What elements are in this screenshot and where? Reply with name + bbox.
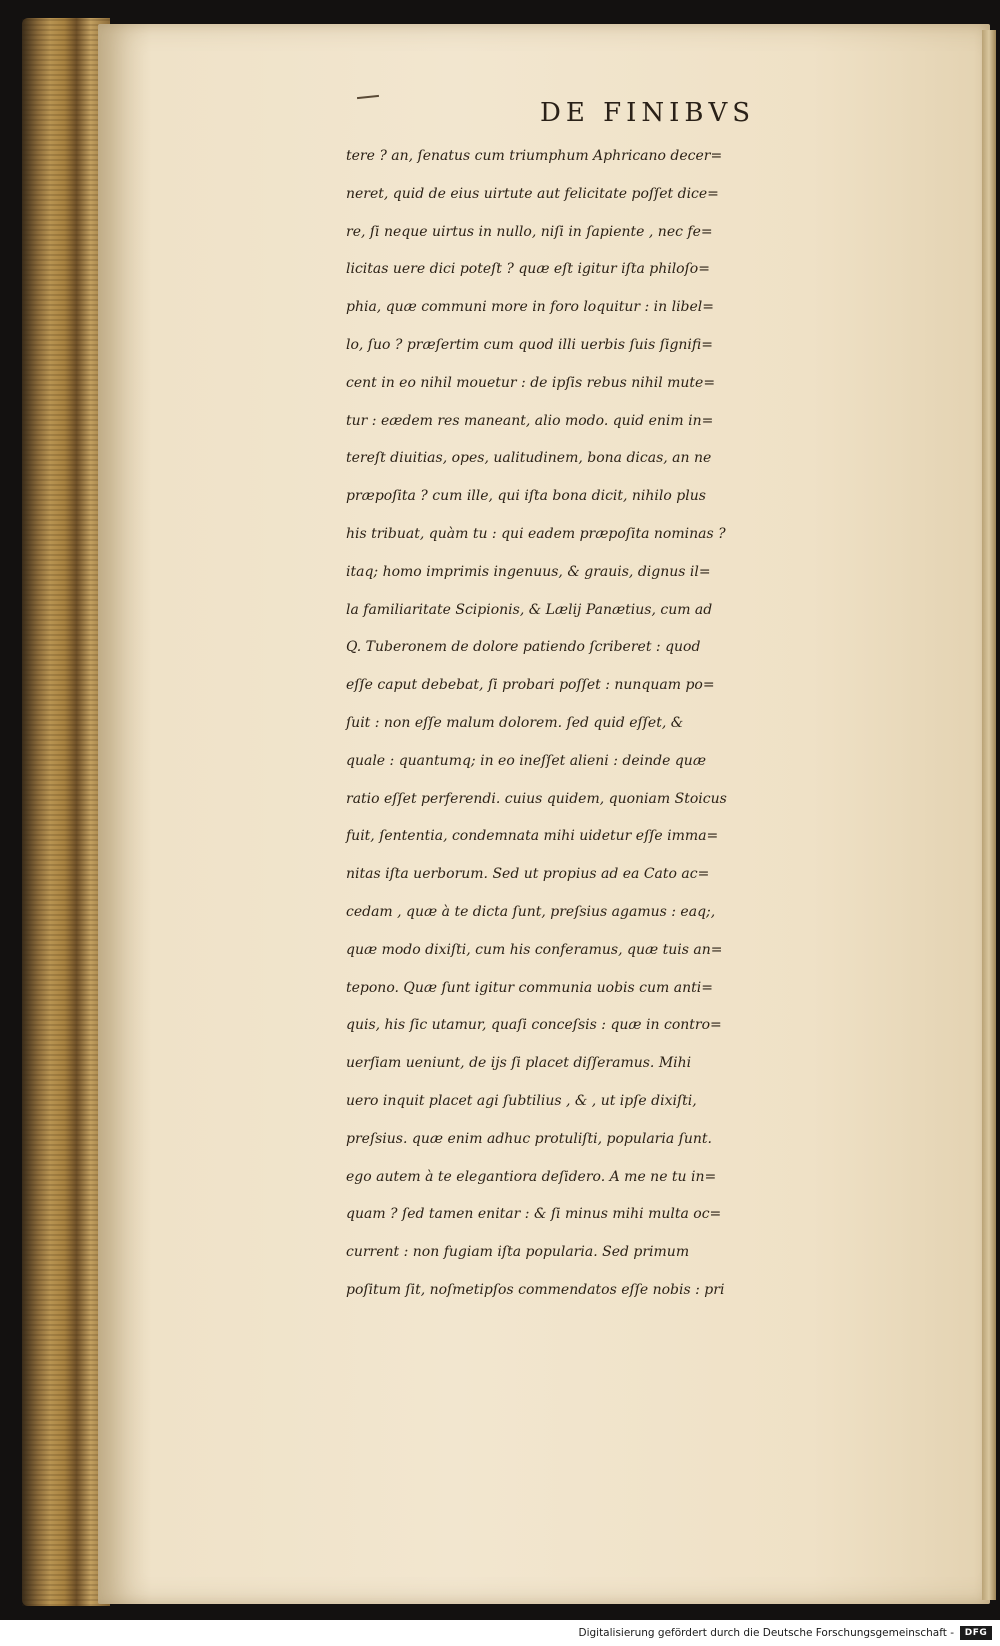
- text-line: tere ? an, ſenatus cum triumphum Aphricano decer=: [346, 148, 723, 164]
- text-line: preſsius. quæ enim adhuc protuliſti, popularia ſunt.: [346, 1130, 712, 1147]
- text-line: uerſiam ueniunt, de ijs ſi placet diſſeramus. Mihi: [346, 1055, 692, 1072]
- text-line: tepono. Quæ ſunt igitur communia uobis cum anti=: [346, 979, 713, 996]
- text-line: phia, quæ communi more in foro loquitur : in libel=: [346, 299, 714, 316]
- text-line: cedam , quæ à te dicta ſunt, preſsius agamus : eaq;,: [346, 903, 716, 920]
- text-line: his tribuat, quàm tu : qui eadem præpoſita nominas ?: [346, 525, 726, 542]
- text-line: itaq; homo imprimis ingenuus, & grauis, dignus il=: [346, 563, 711, 580]
- text-line: eſſe caput debebat, ſi probari poſſet : nunquam po=: [346, 677, 715, 694]
- text-line: licitas uere dici poteſt ? quæ eſt igitur iſta philoſo=: [346, 261, 710, 278]
- text-line: præpoſita ? cum ille, qui iſta bona dicit, nihilo plus: [346, 488, 706, 505]
- dfg-logo: DFG: [960, 1626, 992, 1640]
- text-line: quale : quantumq; in eo ineſſet alieni : deinde quæ: [346, 752, 706, 769]
- text-line: tur : eædem res maneant, alio modo. quid enim in=: [346, 412, 714, 429]
- text-line: ratio eſſet perferendi. cuius quidem, quoniam Stoicus: [346, 790, 727, 807]
- text-block: [346, 138, 976, 1310]
- text-line: lo, ſuo ? præſertim cum quod illi uerbis ſuis ſignifi=: [346, 336, 713, 353]
- text-line: quæ modo dixiſti, cum his conferamus, quæ tuis an=: [346, 941, 723, 958]
- text-line: nitas iſta uerborum. Sed ut propius ad ea Cato ac=: [346, 866, 710, 883]
- digitization-credit: Digitalisierung gefördert durch die Deutsche Forschungsgemeinschaft -: [578, 1627, 954, 1639]
- text-line: current : non fugiam iſta popularia. Sed primum: [346, 1244, 690, 1261]
- running-head: DE FINIBVS: [540, 98, 756, 128]
- text-line: fuit, ſententia, condemnata mihi uidetur eſſe imma=: [346, 828, 719, 845]
- text-line: quis, his ſic utamur, quaſi conceſsis : quæ in contro=: [346, 1017, 722, 1034]
- text-line: poſitum ſit, noſmetipſos commendatos eſſe nobis : pri: [346, 1281, 725, 1298]
- text-line: neret, quid de eius uirtute aut felicitate poſſet dice=: [346, 185, 719, 202]
- text-line: cent in eo nihil mouetur : de ipſis rebus nihil mute=: [346, 374, 716, 391]
- page-right-edge: [982, 30, 996, 1600]
- text-line: la familiaritate Scipionis, & Lælij Panætius, cum ad: [346, 601, 713, 618]
- text-line: Q. Tuberonem de dolore patiendo ſcriberet : quod: [346, 639, 701, 656]
- text-line: uero inquit placet agi ſubtilius , & , ut ipſe dixiſti,: [346, 1092, 697, 1109]
- text-line: ſuit : non eſſe malum dolorem. ſed quid eſſet, &: [346, 714, 684, 731]
- text-line: ego autem à te elegantiora deſidero. A me ne tu in=: [346, 1168, 717, 1185]
- text-line: tereſt diuitias, opes, ualitudinem, bona dicas, an ne: [346, 450, 712, 467]
- text-line: quam ? ſed tamen enitar : & ſi minus mihi multa oc=: [346, 1206, 722, 1223]
- text-line: re, ſi neque uirtus in nullo, niſi in ſapiente , nec fe=: [346, 223, 713, 240]
- book-fore-edge: [22, 18, 110, 1606]
